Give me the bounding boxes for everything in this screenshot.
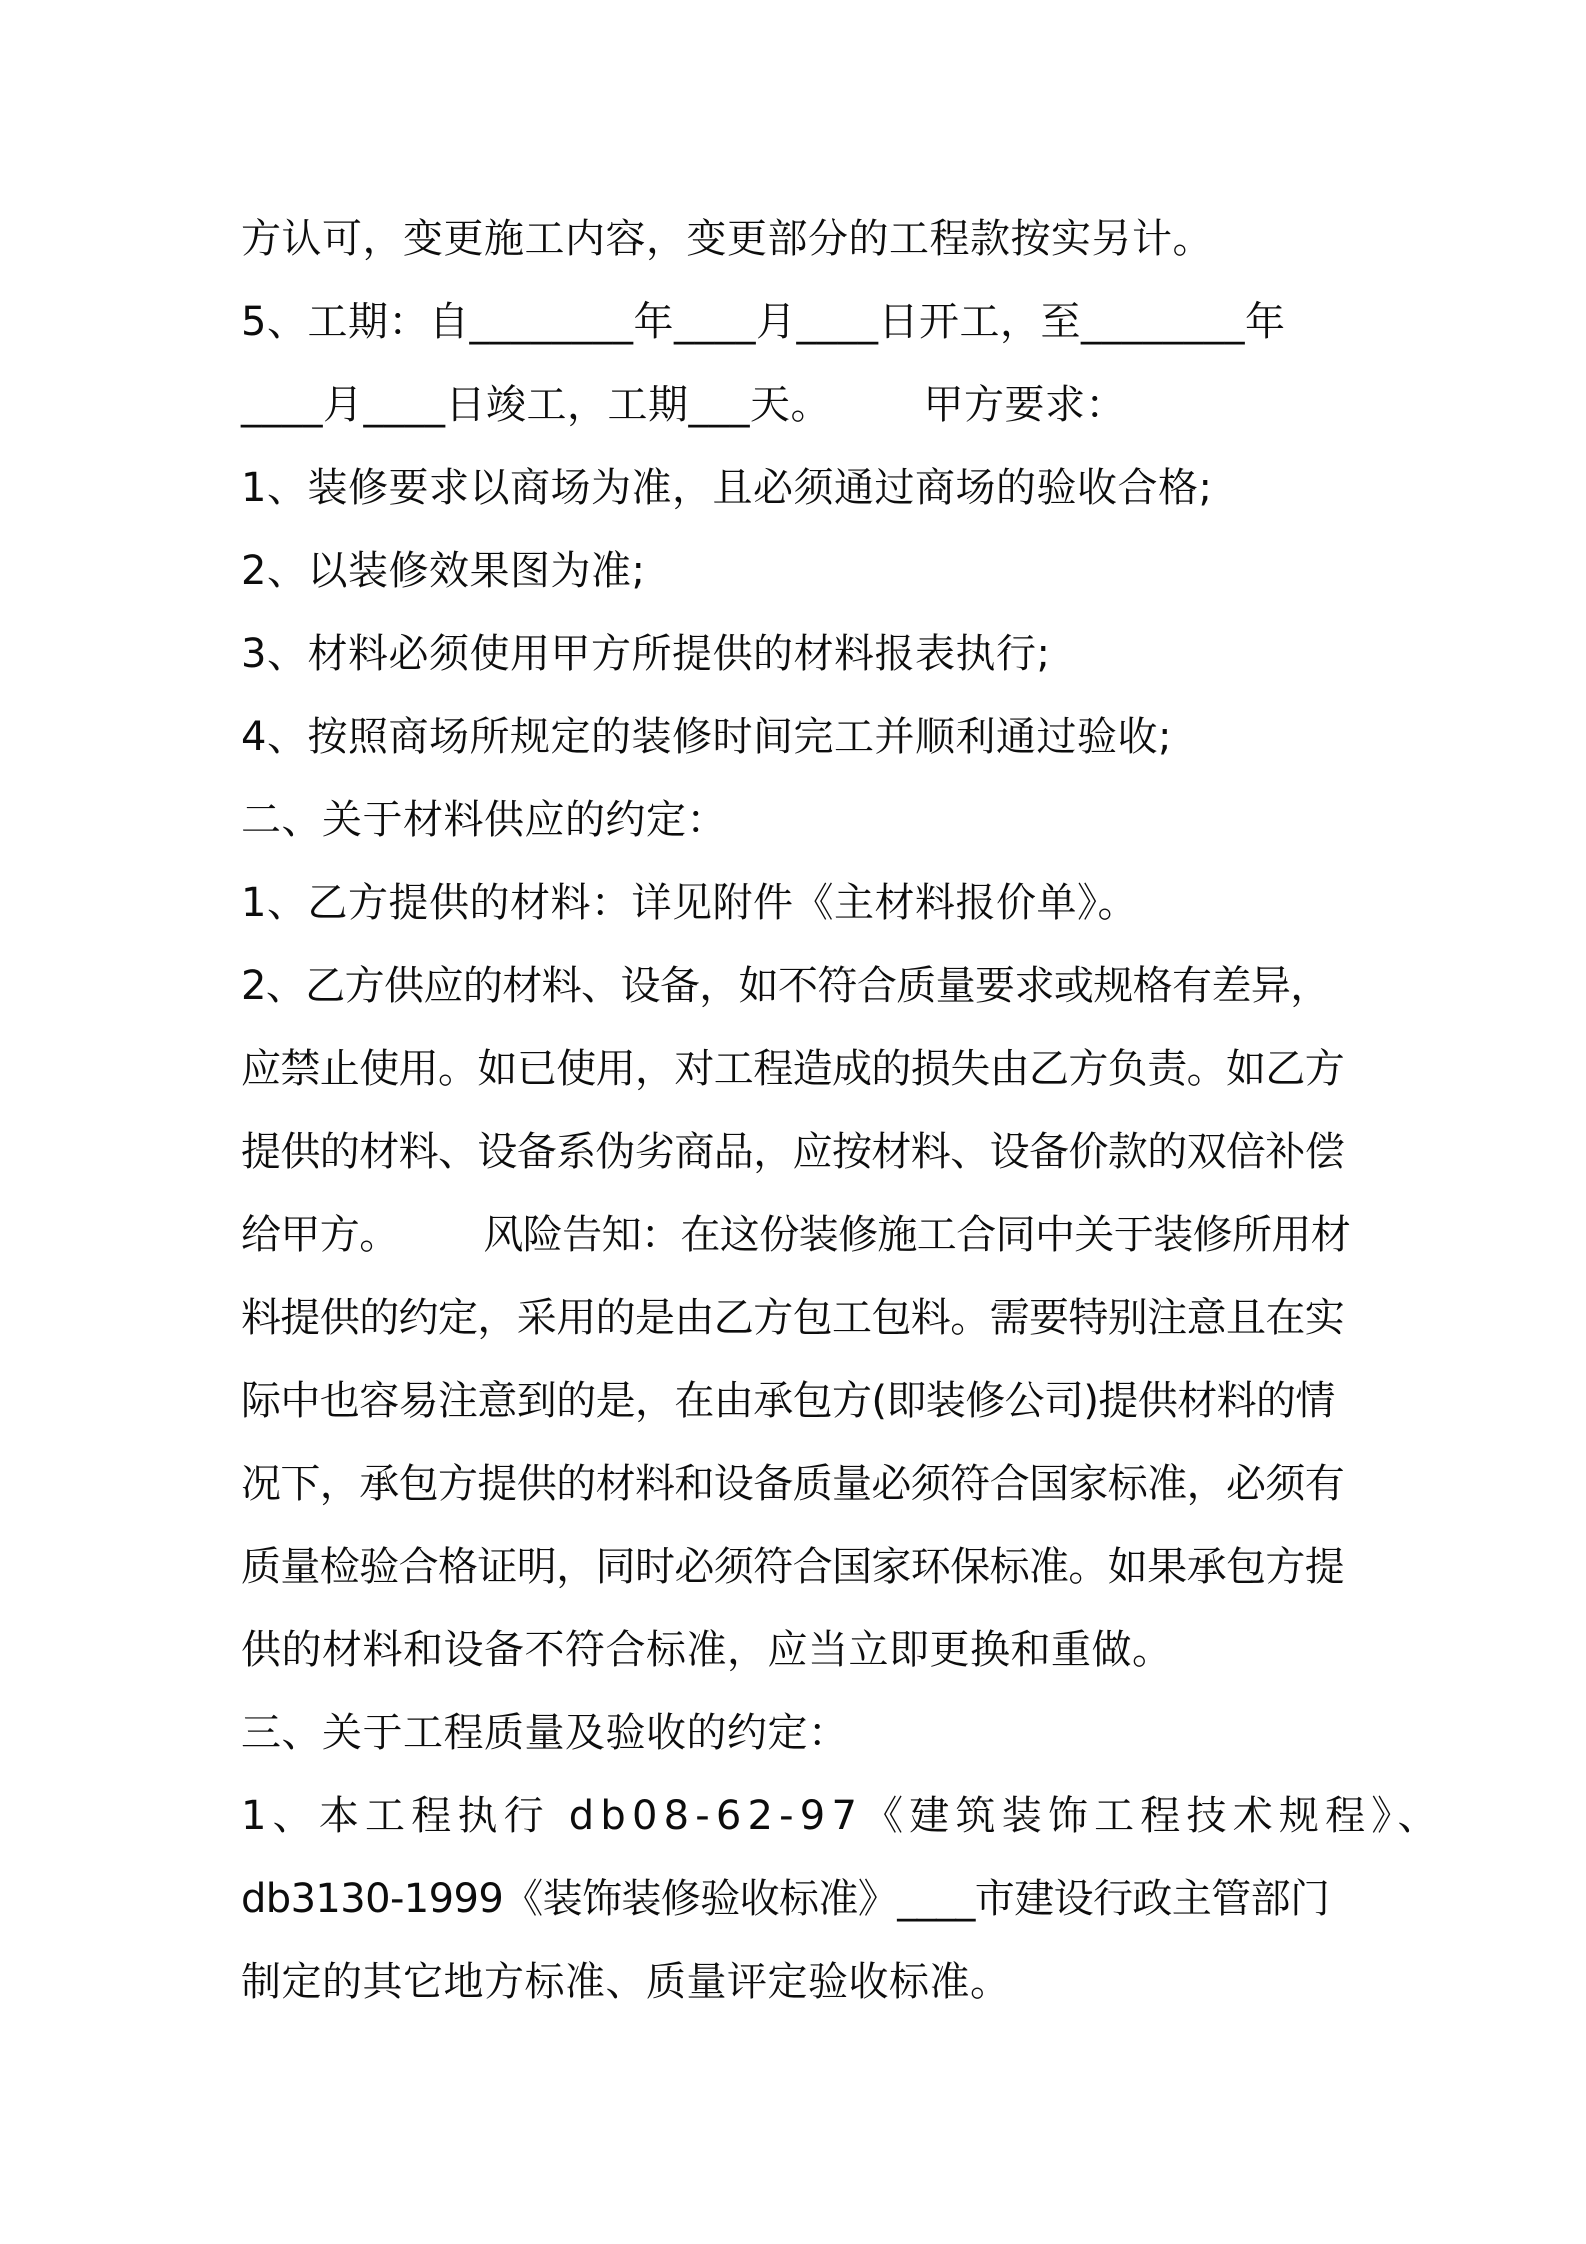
document-body (241, 198, 1444, 2024)
text-line: 料提供的约定，采用的是由乙方包工包料。需要特别注意且在实 (241, 1295, 1345, 1341)
section-heading: 三、关于工程质量及验收的约定： (241, 1710, 849, 1756)
text-line: 给甲方。 风险告知：在这份装修施工合同中关于装修所用材 (241, 1212, 1351, 1258)
text-line: 况下，承包方提供的材料和设备质量必须符合国家标准，必须有 (241, 1461, 1345, 1507)
text-line: 应禁止使用。如已使用，对工程造成的损失由乙方负责。如乙方 (241, 1046, 1345, 1092)
text-line: 2、乙方供应的材料、设备，如不符合质量要求或规格有差异， (241, 963, 1330, 1009)
text-line: 1、乙方提供的材料：详见附件《主材料报价单》。 (241, 880, 1138, 926)
text-line: 4、按照商场所规定的装修时间完工并顺利通过验收; (241, 714, 1172, 760)
text-line: 3、材料必须使用甲方所提供的材料报表执行; (241, 631, 1051, 677)
text-line: 1、本工程执行 db08-62-97《建筑装饰工程技术规程》、 (241, 1793, 1444, 1839)
text-line: 5、工期：自________年____月____日开工，至________年 (241, 299, 1286, 345)
text-line: 供的材料和设备不符合标准，应当立即更换和重做。 (241, 1627, 1173, 1673)
text-line: ____月____日竣工，工期___天。 甲方要求： (241, 382, 1127, 428)
section-heading: 二、关于材料供应的约定： (241, 797, 727, 843)
text-line: 质量检验合格证明，同时必须符合国家环保标准。如果承包方提 (241, 1544, 1345, 1590)
text-line: 提供的材料、设备系伪劣商品，应按材料、设备价款的双倍补偿 (241, 1129, 1345, 1175)
text-line: 际中也容易注意到的是，在由承包方(即装修公司)提供材料的情 (241, 1378, 1335, 1424)
text-line: 1、装修要求以商场为准，且必须通过商场的验收合格; (241, 465, 1213, 511)
text-line: 2、以装修效果图为准; (241, 548, 646, 594)
text-line: db3130-1999《装饰装修验收标准》____市建设行政主管部门 (241, 1876, 1330, 1922)
text-line: 制定的其它地方标准、质量评定验收标准。 (241, 1959, 1011, 2005)
text-line: 方认可，变更施工内容，变更部分的工程款按实另计。 (241, 216, 1213, 262)
